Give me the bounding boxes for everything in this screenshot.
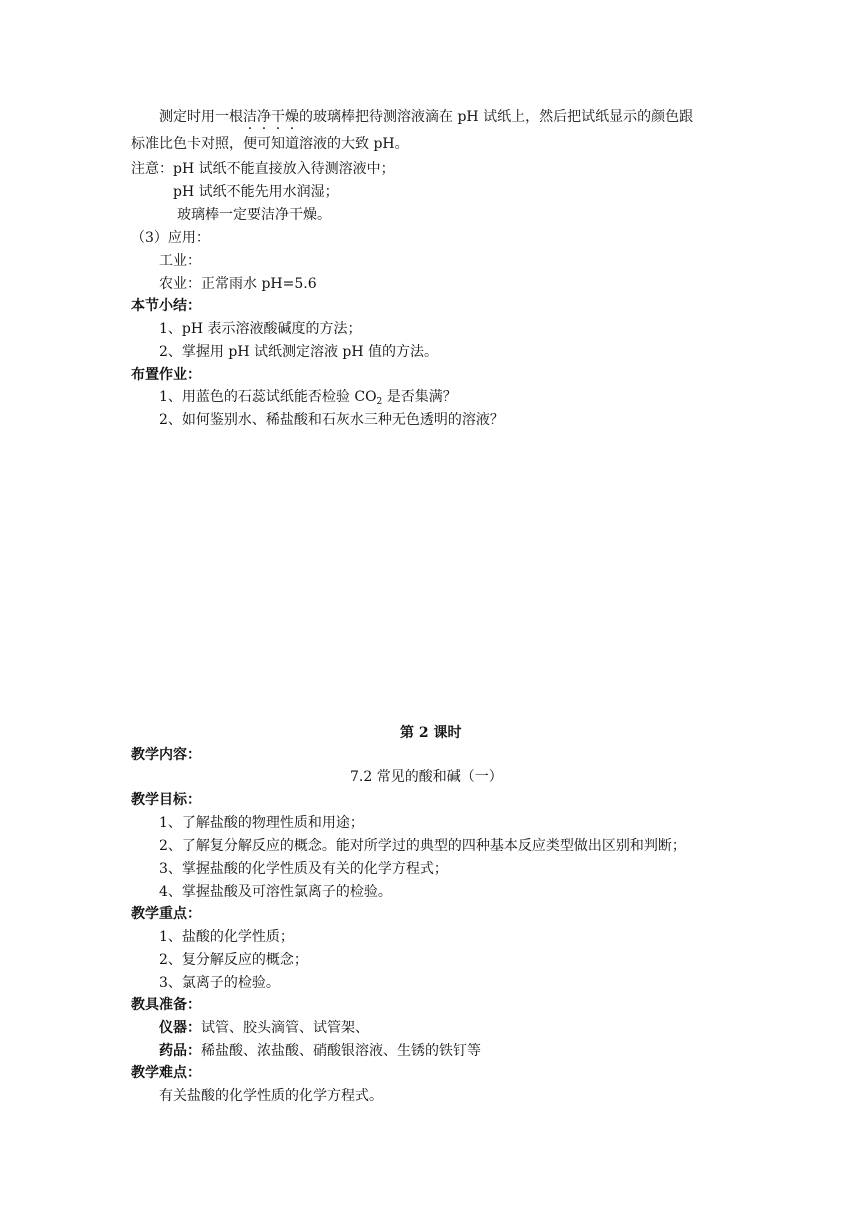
instruments-line [159,1019,369,1037]
key-point-item-3: 3、氯离子的检验。 [159,975,280,991]
agriculture-line: 农业：正常雨水 pH=5.6 [159,276,317,292]
reagents-line [159,1042,481,1060]
goal-item-3: 3、掌握盐酸的化学性质及有关的化学方程式； [159,861,448,877]
emphasis-char-1: 洁 [243,109,257,125]
summary-item-2: 2、掌握用 pH 试纸测定溶液 pH 值的方法。 [159,344,439,360]
difficulty-heading: 教学难点： [131,1065,201,1081]
paragraph-text-before: 测定时用一根 [159,109,243,125]
emphasis-char-4: 燥 [285,109,299,125]
paragraph-line-2: 标准比色卡对照，便可知道溶液的大致 pH。 [131,136,409,152]
goal-item-2: 2、了解复分解反应的概念。能对所学过的典型的四种基本反应类型做出区别和判断； [159,838,686,854]
emphasis-char-2: 净 [257,109,271,125]
content-heading: 教学内容： [131,747,201,763]
co2-subscript: 2 [376,397,383,407]
note-line-3: 玻璃棒一定要洁净干燥。 [177,207,331,223]
paragraph-line-1 [159,108,693,126]
industry-line: 工业： [159,253,201,269]
summary-heading: 本节小结： [131,298,201,314]
homework-item-1 [159,388,457,406]
note-line-2: pH 试纸不能先用水润湿； [173,184,339,200]
goals-heading: 教学目标： [131,792,201,808]
goal-item-1: 1、了解盐酸的物理性质和用途； [159,815,364,831]
content-title: 7.2 常见的酸和碱（一） [350,769,503,785]
equipment-heading: 教具准备： [131,997,201,1013]
note-line-1 [131,160,395,178]
instruments-label: 仪器： [159,1020,201,1036]
note-label: 注意： [131,161,173,177]
note-item-1: pH 试纸不能直接放入待测溶液中； [173,161,395,177]
reagents-text: 稀盐酸、浓盐酸、硝酸银溶液、生锈的铁钉等 [201,1043,481,1059]
homework-item-2: 2、如何鉴别水、稀盐酸和石灰水三种无色透明的溶液？ [159,412,504,428]
instruments-text: 试管、胶头滴管、试管架、 [201,1020,369,1036]
key-point-item-2: 2、复分解反应的概念； [159,952,308,968]
homework-item-1-text: 1、用蓝色的石蕊试纸能否检验 CO [159,389,377,405]
goal-item-4: 4、掌握盐酸及可溶性氯离子的检验。 [159,884,392,900]
paragraph-text-after: 的玻璃棒把待测溶液滴在 pH 试纸上，然后把试纸显示的颜色跟 [299,109,694,125]
summary-item-1: 1、pH 表示溶液酸碱度的方法； [159,321,362,337]
homework-heading: 布置作业： [131,367,201,383]
key-points-heading: 教学重点： [131,906,201,922]
key-point-item-1: 1、盐酸的化学性质； [159,929,294,945]
homework-item-1-tail: 是否集满？ [382,389,457,405]
emphasis-char-3: 干 [271,109,285,125]
reagents-label: 药品： [159,1043,201,1059]
lesson-title: 第 2 课时 [400,725,462,741]
difficulty-text: 有关盐酸的化学性质的化学方程式。 [159,1088,383,1104]
application-heading: （3）应用： [131,230,210,246]
